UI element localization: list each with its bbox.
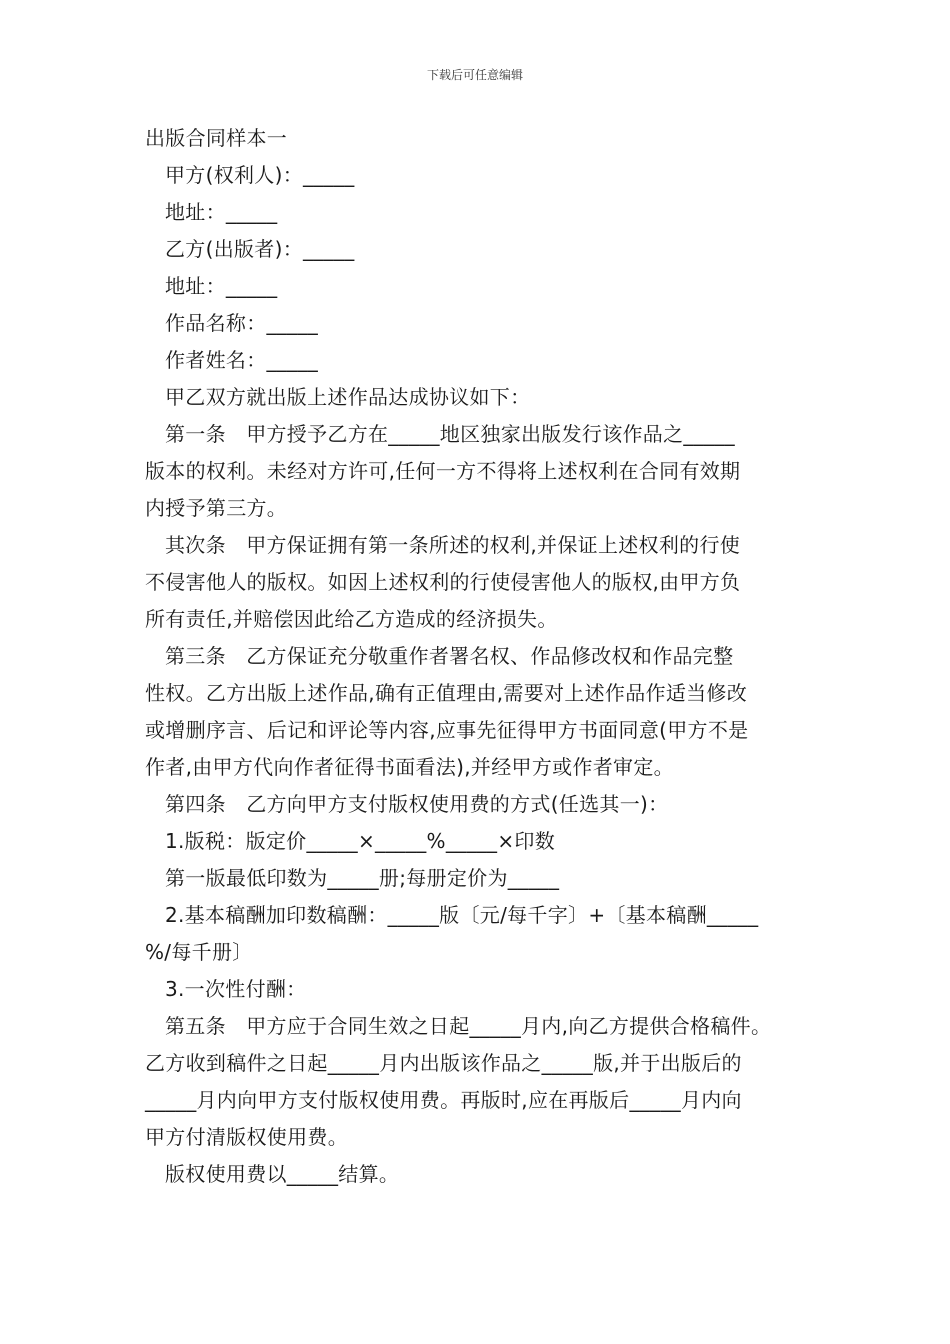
text-line: 作者,由甲方代向作者征得书面看法),并经甲方或作者审定。 bbox=[145, 755, 674, 779]
text-line: 作品名称：_____ bbox=[165, 311, 318, 335]
text-line: 版本的权利。未经对方许可,任何一方不得将上述权利在合同有效期 bbox=[145, 459, 741, 483]
text-line: 乙方(出版者)：_____ bbox=[165, 237, 355, 261]
text-line: 版权使用费以_____结算。 bbox=[165, 1162, 400, 1186]
text-line: 不侵害他人的版权。如因上述权利的行使侵害他人的版权,由甲方负 bbox=[145, 570, 741, 594]
text-line: %/每千册〕 bbox=[145, 940, 253, 964]
text-line: 3.一次性付酬： bbox=[165, 977, 307, 1001]
document-body bbox=[145, 120, 810, 1193]
text-line: 作者姓名：_____ bbox=[165, 348, 318, 372]
text-line: 第五条 甲方应于合同生效之日起_____月内,向乙方提供合格稿件。 bbox=[165, 1014, 772, 1038]
text-line: 甲方(权利人)：_____ bbox=[165, 163, 355, 187]
document-title: 出版合同样本一 bbox=[145, 126, 288, 150]
text-line: 第四条 乙方向甲方支付版权使用费的方式(任选其一)： bbox=[165, 792, 669, 816]
text-line: 所有责任,并赔偿因此给乙方造成的经济损失。 bbox=[145, 607, 558, 631]
text-line: 第一条 甲方授予乙方在_____地区独家出版发行该作品之_____ bbox=[165, 422, 735, 446]
text-line: 地址：_____ bbox=[165, 274, 278, 298]
text-line: 甲方付清版权使用费。 bbox=[145, 1125, 348, 1149]
text-line: 其次条 甲方保证拥有第一条所述的权利,并保证上述权利的行使 bbox=[165, 533, 741, 557]
page-header: 下载后可任意编辑 bbox=[426, 68, 523, 82]
text-line: 1.版税：版定价_____×_____%_____×印数 bbox=[165, 829, 556, 853]
text-line: 第三条 乙方保证充分敬重作者署名权、作品修改权和作品完整 bbox=[165, 644, 734, 668]
text-line: 甲乙双方就出版上述作品达成协议如下： bbox=[165, 385, 531, 409]
text-line: 乙方收到稿件之日起_____月内出版该作品之_____版,并于出版后的 bbox=[145, 1051, 742, 1075]
text-line: 内授予第三方。 bbox=[145, 496, 288, 520]
text-line: 2.基本稿酬加印数稿酬：_____版〔元/每千字〕+〔基本稿酬_____ bbox=[165, 903, 759, 927]
text-line: 地址：_____ bbox=[165, 200, 278, 224]
text-line: 第一版最低印数为_____册;每册定价为_____ bbox=[165, 866, 560, 890]
text-line: _____月内向甲方支付版权使用费。再版时,应在再版后_____月内向 bbox=[145, 1088, 742, 1112]
text-line: 性权。乙方出版上述作品,确有正值理由,需要对上述作品作适当修改 bbox=[145, 681, 748, 705]
text-line: 或增删序言、后记和评论等内容,应事先征得甲方书面同意(甲方不是 bbox=[145, 718, 749, 742]
